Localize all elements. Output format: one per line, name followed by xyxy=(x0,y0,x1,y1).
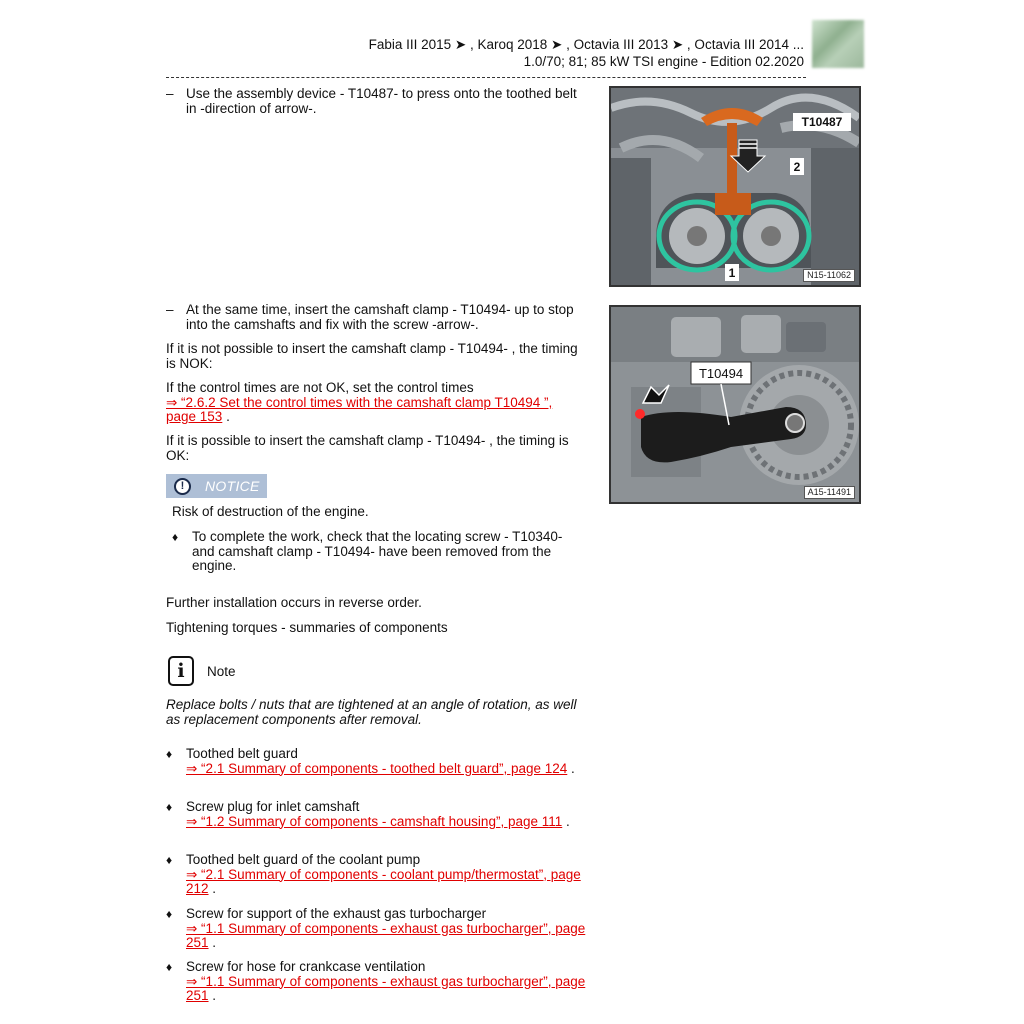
diamond-bullet-icon: ♦ xyxy=(166,747,173,761)
component-link[interactable]: ⇒ “1.2 Summary of components - camshaft housing”, page 111 xyxy=(186,813,563,829)
tightening-torques-text: Tightening torques - summaries of components xyxy=(166,620,448,635)
component-name: Screw for support of the exhaust gas turbocharger xyxy=(186,906,487,921)
note-text: Replace bolts / nuts that are tightened at an angle of rotation, as well as replacement components after removal. xyxy=(166,697,577,727)
component-name: Screw for hose for crankcase ventilation xyxy=(186,959,426,974)
period: . xyxy=(226,409,230,424)
component-name: Toothed belt guard of the coolant pump xyxy=(186,852,421,867)
dash-mark: – xyxy=(166,302,174,317)
timing-ok-text: If it is possible to insert the camshaft clamp - T10494- , the timing is OK: xyxy=(166,433,569,463)
notice-risk-text: Risk of destruction of the engine. xyxy=(172,504,369,519)
step-text: Use the assembly device - T10487- to press onto the toothed belt in -direction of arrow-. xyxy=(186,86,577,116)
page-header xyxy=(369,36,804,70)
component-item: ♦ Screw for hose for crankcase ventilation ⇒ “1.1 Summary of components - exhaust gas turbocharger”, page 251 . xyxy=(166,959,586,1003)
diamond-bullet-icon: ♦ xyxy=(166,907,173,921)
notice-bullet xyxy=(172,530,582,574)
control-times-paragraph xyxy=(166,381,578,425)
step-item xyxy=(166,303,578,332)
figure2-id: A15-11491 xyxy=(804,486,855,499)
figure1-callout-1: 1 xyxy=(728,266,736,280)
component-item: ♦ Screw for support of the exhaust gas turbocharger ⇒ “1.1 Summary of components - exhaust gas turbocharger”, page 251 . xyxy=(166,906,586,950)
diamond-bullet-icon: ♦ xyxy=(166,853,173,867)
step-item xyxy=(166,87,578,116)
component-link[interactable]: ⇒ “1.1 Summary of components - exhaust gas turbocharger”, page 251 xyxy=(186,920,586,950)
dash-mark: – xyxy=(166,86,174,101)
figure-camshaft-clamp xyxy=(609,305,861,504)
component-name: Screw plug for inlet camshaft xyxy=(186,799,360,814)
figure2-tool-label: T10494 xyxy=(698,366,744,381)
further-installation-text: Further installation occurs in reverse order. xyxy=(166,595,422,610)
step-text: At the same time, insert the camshaft clamp - T10494- up to stop into the camshafts and fix with the screw -arrow-. xyxy=(186,302,574,332)
component-name: Toothed belt guard xyxy=(186,746,298,761)
engine-belt-illustration xyxy=(611,88,859,285)
header-models: Fabia III 2015 ➤ , Karoq 2018 ➤ , Octavia III 2013 ➤ , Octavia III 2014 ... xyxy=(368,37,804,52)
brand-logo xyxy=(812,20,864,68)
diamond-bullet-icon: ♦ xyxy=(166,960,173,974)
figure1-id: N15-11062 xyxy=(803,269,855,282)
camshaft-clamp-illustration xyxy=(611,307,859,502)
info-icon: i xyxy=(168,656,194,686)
header-engine: 1.0/70; 81; 85 kW TSI engine - Edition 02.2020 xyxy=(523,54,804,69)
figure1-tool-label: T10487 xyxy=(801,115,843,129)
component-link[interactable]: ⇒ “1.1 Summary of components - exhaust gas turbocharger”, page 251 xyxy=(186,973,586,1003)
diamond-bullet-icon: ♦ xyxy=(172,530,179,544)
notice-bullet-text: To complete the work, check that the locating screw - T10340- and camshaft clamp - T10494- have been removed from the engine. xyxy=(192,529,563,573)
control-times-text: If the control times are not OK, set the control times xyxy=(166,380,474,395)
note-label: Note xyxy=(207,664,236,679)
component-link[interactable]: ⇒ “2.1 Summary of components - toothed belt guard”, page 124 xyxy=(186,760,568,776)
component-item: ♦ Screw plug for inlet camshaft ⇒ “1.2 Summary of components - camshaft housing”, page 111 . xyxy=(166,800,586,829)
header-divider xyxy=(166,77,806,78)
diamond-bullet-icon: ♦ xyxy=(166,800,173,814)
figure1-callout-2: 2 xyxy=(793,160,801,174)
component-link[interactable]: ⇒ “2.1 Summary of components - coolant pump/thermostat”, page 212 xyxy=(186,866,581,896)
exclamation-icon: ! xyxy=(174,478,191,495)
component-item: ♦ Toothed belt guard ⇒ “2.1 Summary of components - toothed belt guard”, page 124 . xyxy=(166,747,586,776)
timing-nok-text: If it is not possible to insert the camshaft clamp - T10494- , the timing is NOK: xyxy=(166,341,578,371)
link-set-control-times[interactable]: ⇒ “2.6.2 Set the control times with the camshaft clamp T10494 ”, page 153 xyxy=(166,394,553,424)
notice-banner xyxy=(166,474,267,498)
figure-belt-assembly xyxy=(609,86,861,287)
component-item: ♦ Toothed belt guard of the coolant pump ⇒ “2.1 Summary of components - coolant pump/thermostat”, page 212 . xyxy=(166,853,586,897)
notice-label: NOTICE xyxy=(205,478,260,494)
